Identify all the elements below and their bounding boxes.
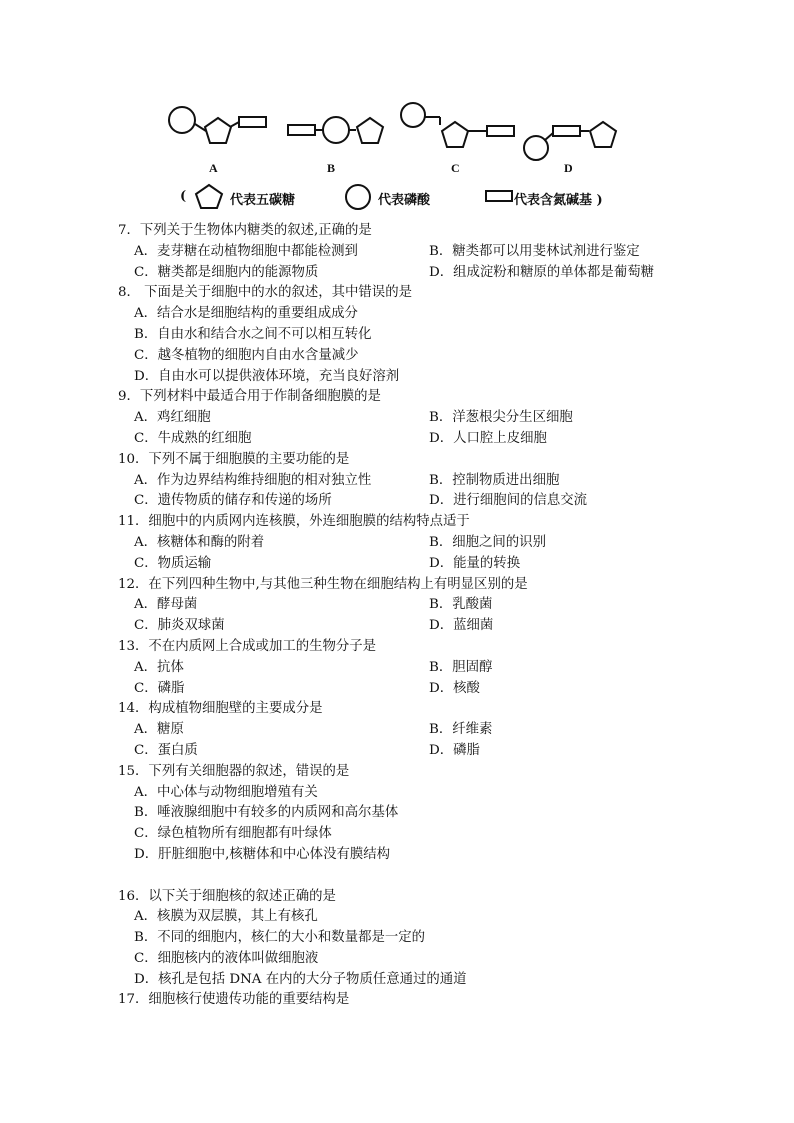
phosphate-circle-icon — [169, 107, 195, 133]
option-d: D．核孔是包括 DNA 在内的大分子物质任意通过的通道 — [134, 971, 467, 987]
base-rect-icon — [553, 126, 580, 136]
option-row — [118, 533, 678, 554]
option-c: C．蛋白质 — [134, 742, 198, 758]
option-d: D．进行细胞间的信息交流 — [429, 493, 588, 509]
option-d: D．肝脏细胞中,核糖体和中心体没有膜结构 — [134, 846, 391, 862]
question-list — [118, 221, 678, 1011]
option-d: D．能量的转换 — [429, 555, 521, 571]
figure-label-d: D — [564, 161, 573, 175]
rect-legend-icon — [485, 190, 515, 204]
question-stem: 9．下列材料中最适合用于作制备细胞膜的是 — [118, 389, 381, 405]
option-a: A．中心体与动物细胞增殖有关 — [134, 784, 318, 800]
phosphate-circle-icon — [401, 103, 425, 127]
pentose-pentagon-icon — [442, 122, 468, 147]
option-a: A．抗体 — [134, 659, 184, 675]
option-d: D．磷脂 — [429, 742, 480, 758]
figure-label-c: C — [451, 161, 460, 175]
spacer — [118, 866, 678, 887]
option-row — [118, 408, 678, 429]
option-row — [118, 491, 678, 512]
question-stem: 15．下列有关细胞器的叙述，错误的是 — [118, 763, 350, 779]
option-b: B．不同的细胞内，核仁的大小和数量都是一定的 — [134, 930, 426, 946]
question-stem: 13．不在内质网上合成或加工的生物分子是 — [118, 638, 377, 654]
option-a: A．鸡红细胞 — [134, 410, 211, 426]
option-a: A．麦芽糖在动植物细胞中都能检测到 — [134, 243, 358, 259]
phosphate-circle-icon — [323, 117, 349, 143]
option-c: C．遗传物质的储存和传递的场所 — [134, 493, 332, 509]
option-row — [118, 658, 678, 679]
option-b: B．乳酸菌 — [429, 597, 493, 613]
option-c: C．物质运输 — [134, 555, 212, 571]
option-a: A．糖原 — [134, 722, 184, 738]
circle-legend-icon — [343, 182, 373, 212]
option-row — [118, 242, 678, 263]
question-stem: 14．构成植物细胞壁的主要成分是 — [118, 701, 323, 717]
option-row — [118, 554, 678, 575]
pentose-pentagon-icon — [590, 122, 616, 147]
legend-open-paren: ( — [180, 189, 187, 204]
option-b: B．唾液腺细胞中有较多的内质网和高尔基体 — [134, 805, 399, 821]
question-stem: 7．下列关于生物体内糖类的叙述,正确的是 — [118, 223, 372, 238]
option-row — [118, 741, 678, 762]
pentagon-legend-icon — [192, 182, 226, 210]
option-b: B．细胞之间的识别 — [429, 534, 546, 550]
option-b: B．胆固醇 — [429, 659, 493, 675]
option-b: B．纤维素 — [429, 722, 493, 738]
option-b: B．洋葱根尖分生区细胞 — [429, 410, 573, 426]
question-stem: 11．细胞中的内质网内连核膜，外连细胞膜的结构特点适于 — [118, 514, 470, 530]
option-row — [118, 263, 678, 284]
phosphate-circle-icon — [524, 136, 548, 160]
pentose-pentagon-icon — [357, 118, 383, 143]
option-a: A．核糖体和酶的附着 — [134, 534, 265, 550]
figure-label-b: B — [327, 161, 336, 175]
figure-legend — [180, 182, 640, 212]
option-c: C．牛成熟的红细胞 — [134, 430, 252, 446]
option-d: D．自由水可以提供液体环境，充当良好溶剂 — [134, 368, 400, 384]
structure-d — [524, 122, 616, 160]
base-rect-icon — [288, 125, 315, 135]
structure-b — [288, 117, 383, 143]
base-rect-icon — [239, 117, 266, 127]
option-c: C．肺炎双球菌 — [134, 618, 225, 634]
option-b: B．糖类都可以用斐林试剂进行鉴定 — [429, 243, 640, 259]
structure-c — [401, 103, 514, 147]
option-row — [118, 471, 678, 492]
question-stem: 16．以下关于细胞核的叙述正确的是 — [118, 888, 336, 904]
option-c: C．磷脂 — [134, 680, 185, 696]
option-d: D．组成淀粉和糖原的单体都是葡萄糖 — [429, 264, 654, 280]
question-stem: 12．在下列四种生物中,与其他三种生物在细胞结构上有明显区别的是 — [118, 576, 528, 592]
legend-rect-text: 代表含氮碱基 ) — [514, 193, 603, 208]
option-row — [118, 616, 678, 637]
option-row — [118, 595, 678, 616]
figure-label-a: A — [209, 161, 218, 175]
option-c: C．绿色植物所有细胞都有叶绿体 — [134, 826, 332, 842]
option-row — [118, 429, 678, 450]
question-stem: 17．细胞核行使遗传功能的重要结构是 — [118, 992, 350, 1008]
option-a: A．结合水是细胞结构的重要组成成分 — [134, 306, 358, 322]
legend-circle-text: 代表磷酸 — [378, 193, 431, 208]
option-c: C．越冬植物的细胞内自由水含量减少 — [134, 347, 359, 363]
option-row — [118, 679, 678, 700]
option-row — [118, 720, 678, 741]
pentose-pentagon-icon — [205, 118, 231, 143]
option-c: C．细胞核内的液体叫做细胞液 — [134, 950, 319, 966]
option-c: C．糖类都是细胞内的能源物质 — [134, 264, 319, 280]
option-d: D．人口腔上皮细胞 — [429, 430, 547, 446]
option-a: A．核膜为双层膜，其上有核孔 — [134, 909, 318, 925]
option-d: D．蓝细菌 — [429, 618, 494, 634]
option-a: A．作为边界结构维持细胞的相对独立性 — [134, 472, 372, 488]
option-b: B．自由水和结合水之间不可以相互转化 — [134, 326, 372, 342]
question-stem: 8． 下面是关于细胞中的水的叙述，其中错误的是 — [118, 285, 412, 301]
base-rect-icon — [487, 126, 514, 136]
structure-a — [169, 107, 266, 143]
option-a: A．酵母菌 — [134, 597, 198, 613]
option-b: B．控制物质进出细胞 — [429, 472, 560, 488]
legend-pentagon-text: 代表五碳糖 — [230, 193, 296, 208]
option-d: D．核酸 — [429, 680, 480, 696]
question-stem: 10．下列不属于细胞膜的主要功能的是 — [118, 451, 350, 467]
